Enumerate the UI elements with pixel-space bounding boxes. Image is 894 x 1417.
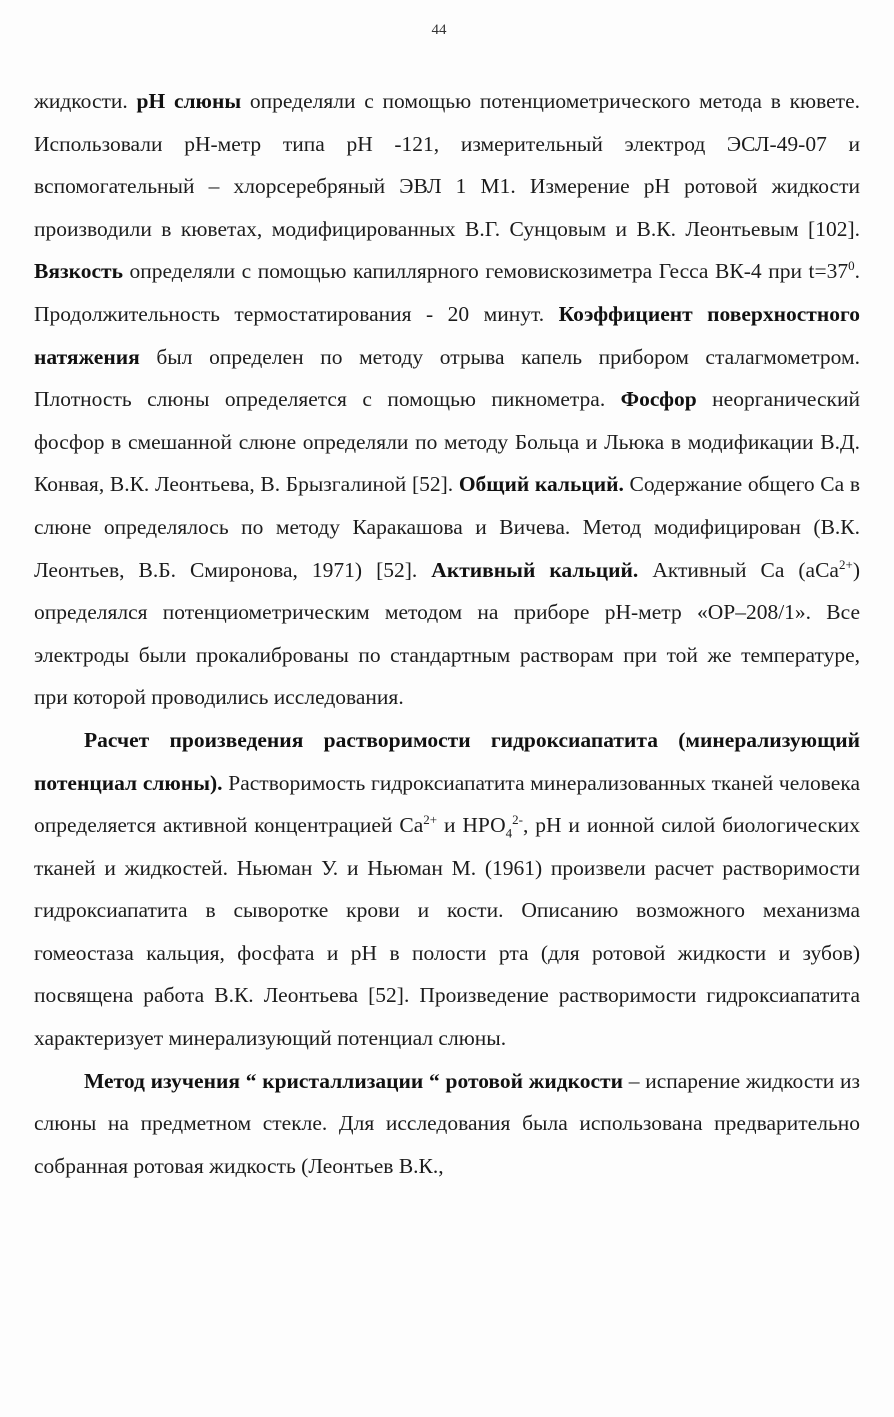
subscript: 4	[505, 825, 513, 841]
text-run: Содержание общего Са в слюне определялось по методу Каракашова и Вичева. Метод модифицирован (В.К. Леонтьев, В.Б. Смиронова, 1971) [52].	[34, 472, 860, 582]
bold-term: Коэффициент поверхностного натяжения	[34, 301, 860, 369]
bold-term: Вязкость	[34, 259, 123, 284]
bold-term: Метод изучения “ кристаллизации “ ротовой жидкости	[84, 1068, 623, 1093]
text-run: . Продолжительность термостатирования - 20 минут.	[34, 259, 860, 326]
text-run: был определен по методу отрыва капель прибором сталагмометром. Плотность слюны определяется с помощью пикнометра.	[34, 344, 860, 412]
superscript: 2+	[423, 811, 438, 827]
page-number: 44	[431, 22, 447, 38]
text-run: неорганический фосфор в смешанной слюне определяли по методу Больца и Льюка в модификации В.Д. Конвая, В.К. Леонтьева, В. Брызгалиной [52].	[34, 387, 860, 497]
text-run: – испарение жидкости из слюны на предметном стекле. Для исследования была использована предварительно собранная ротовая жидкость (Леонтьев В.К.,	[34, 1068, 861, 1178]
body-text	[34, 80, 860, 1187]
bold-term: Фосфор	[620, 387, 697, 412]
text-run: Активный Са (аСа	[638, 557, 839, 582]
text-run: и НРО	[437, 813, 506, 838]
text-run: , рН и ионной силой биологических тканей и жидкостей. Ньюман У. и Ньюман М. (1961) произвели расчет растворимости гидроксиапатита в сыворотке крови и кости. Описанию возможного механизма гомеостаза кальция, фосфата и рН в полости рта (для ротовой жидкости и зубов) посвящена работа В.К. Леонтьева [52]. Произведение растворимости гидроксиапатита характеризует минерализующий потенциал слюны.	[34, 813, 861, 1051]
text-run: ) определялся потенциометрическим методом на приборе рН-метр «ОР–208/1». Все электроды были прокалиброваны по стандартным растворам при той же температуре, при которой проводились исследования.	[34, 557, 860, 710]
text-run: определяли с помощью потенциометрического метода в кювете. Использовали рН-метр типа рН -121, измерительный электрод ЭСЛ-49-07 и вспомогательный – хлорсеребряный ЭВЛ 1 М1. Измерение рН ротовой жидкости производили в кюветах, модифицированных В.Г. Сунцовым и В.К. Леонтьевым [102].	[34, 89, 860, 241]
text-run: жидкости.	[34, 89, 137, 113]
bold-term: Расчет произведения растворимости гидроксиапатита (минерализующий потенциал слюны).	[34, 727, 860, 795]
bold-term: Общий кальций.	[458, 472, 624, 497]
text-run: определяли с помощью капиллярного гемовискозиметра Гесса ВК-4 при t=37	[122, 259, 849, 284]
paragraph-crystallization	[34, 1060, 860, 1188]
superscript: 0	[848, 258, 855, 274]
superscript: 2+	[838, 556, 853, 572]
bold-term: рН слюны	[136, 89, 242, 113]
paragraph-hydroxyapatite	[34, 719, 860, 1060]
bold-term: Активный кальций.	[431, 557, 639, 582]
superscript: 2-	[512, 811, 523, 827]
text-run: Растворимость гидроксиапатита минерализованных тканей человека определяется активной концентрацией Са	[34, 770, 860, 838]
paragraph-methods	[34, 80, 860, 719]
